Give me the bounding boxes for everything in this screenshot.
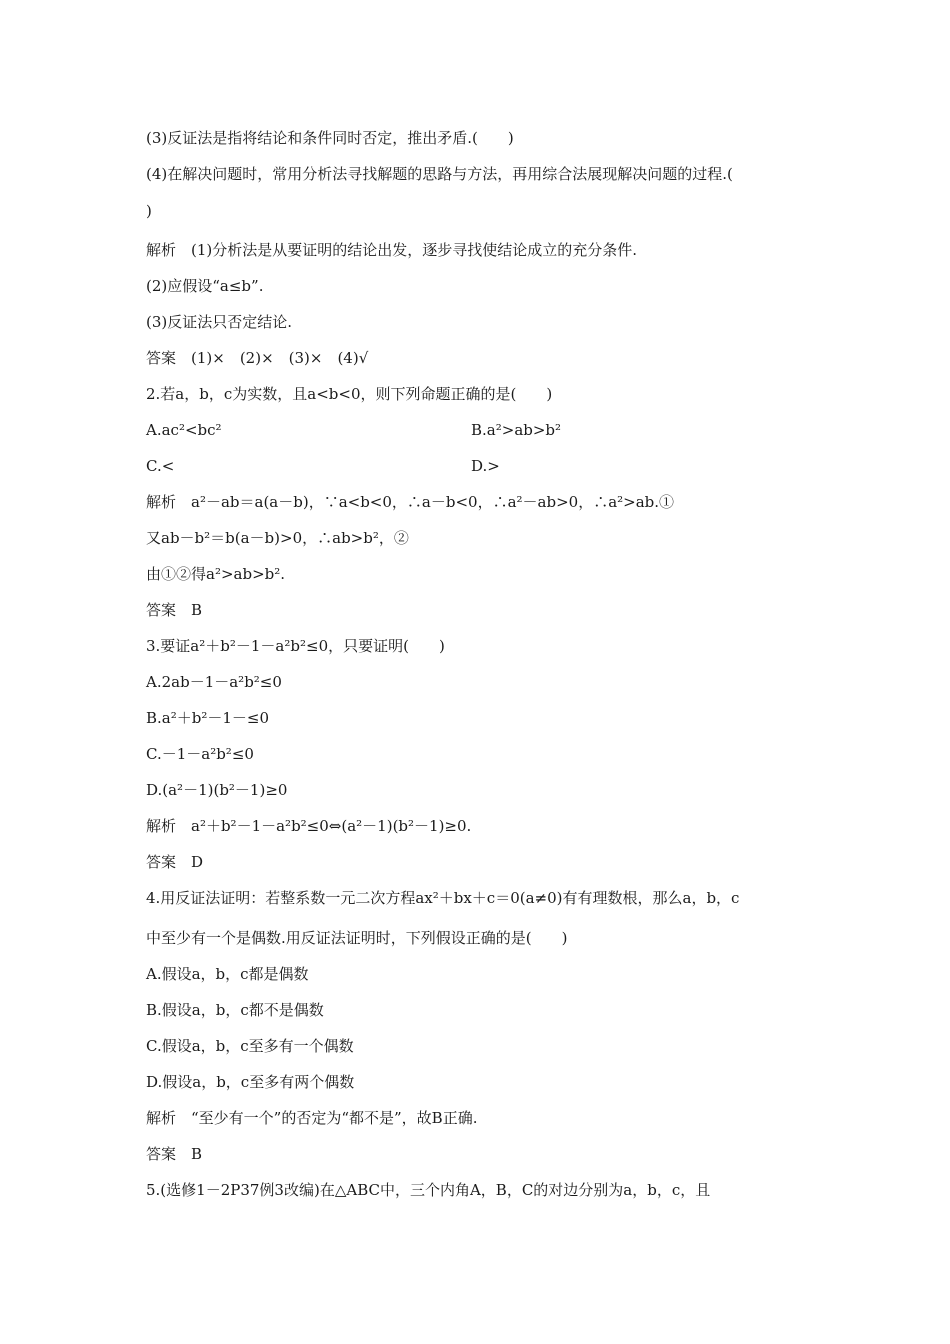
q3-option-b: B.a²＋b²－1－≤0	[146, 709, 270, 727]
q4-stem-line1: 4.用反证法证明：若整系数一元二次方程ax²＋bx＋c＝0(a≠0)有有理数根，那么a，b，c	[146, 889, 740, 907]
q2-option-b: B.a²>ab>b²	[471, 421, 562, 439]
q3-option-d: D.(a²－1)(b²－1)≥0	[146, 781, 288, 799]
q1-answer: 答案 (1)× (2)× (3)× (4)√	[146, 349, 369, 367]
q2-option-c: C.<	[146, 457, 175, 475]
q4-option-a: A.假设a，b，c都是偶数	[146, 965, 309, 983]
q1-item4: (4)在解决问题时，常用分析法寻找解题的思路与方法，再用综合法展现解决问题的过程.(	[146, 165, 733, 183]
q4-answer: 答案 B	[146, 1145, 203, 1163]
q3-answer: 答案 D	[146, 853, 204, 871]
q4-option-b: B.假设a，b，c都不是偶数	[146, 1001, 324, 1019]
q4-option-d: D.假设a，b，c至多有两个偶数	[146, 1073, 355, 1091]
q2-analysis-2: 又ab－b²＝b(a－b)>0，∴ab>b²，②	[146, 529, 409, 547]
q2-stem: 2.若a，b，c为实数，且a<b<0，则下列命题正确的是( )	[146, 385, 553, 403]
q4-option-c: C.假设a，b，c至多有一个偶数	[146, 1037, 354, 1055]
q1-analysis-1: 解析 (1)分析法是从要证明的结论出发，逐步寻找使结论成立的充分条件.	[146, 241, 638, 259]
q2-option-a: A.ac²<bc²	[146, 421, 222, 439]
q3-analysis: 解析 a²＋b²－1－a²b²≤0⇔(a²－1)(b²－1)≥0.	[146, 817, 472, 835]
q1-item4-cont: )	[146, 202, 152, 220]
q2-option-d: D.>	[471, 457, 500, 475]
q2-analysis-1: 解析 a²－ab＝a(a－b)，∵a<b<0，∴a－b<0，∴a²－ab>0，∴a²>ab.①	[146, 493, 675, 511]
q3-option-c: C.－1－a²b²≤0	[146, 745, 254, 763]
q1-item3: (3)反证法是指将结论和条件同时否定，推出矛盾.( )	[146, 129, 514, 147]
q3-stem: 3.要证a²＋b²－1－a²b²≤0，只要证明( )	[146, 637, 445, 655]
q4-stem-line2: 中至少有一个是偶数.用反证法证明时，下列假设正确的是( )	[146, 929, 568, 947]
q1-analysis-3: (3)反证法只否定结论.	[146, 313, 293, 331]
q1-analysis-2: (2)应假设“a≤b”.	[146, 277, 264, 295]
q3-option-a: A.2ab－1－a²b²≤0	[146, 673, 282, 691]
q4-analysis: 解析 “至少有一个”的否定为“都不是”，故B正确.	[146, 1109, 478, 1127]
q2-analysis-3: 由①②得a²>ab>b².	[146, 565, 286, 583]
q2-answer: 答案 B	[146, 601, 203, 619]
q5-stem: 5.(选修1－2P37例3改编)在△ABC中，三个内角A，B，C的对边分别为a，b，c，且	[146, 1181, 711, 1199]
